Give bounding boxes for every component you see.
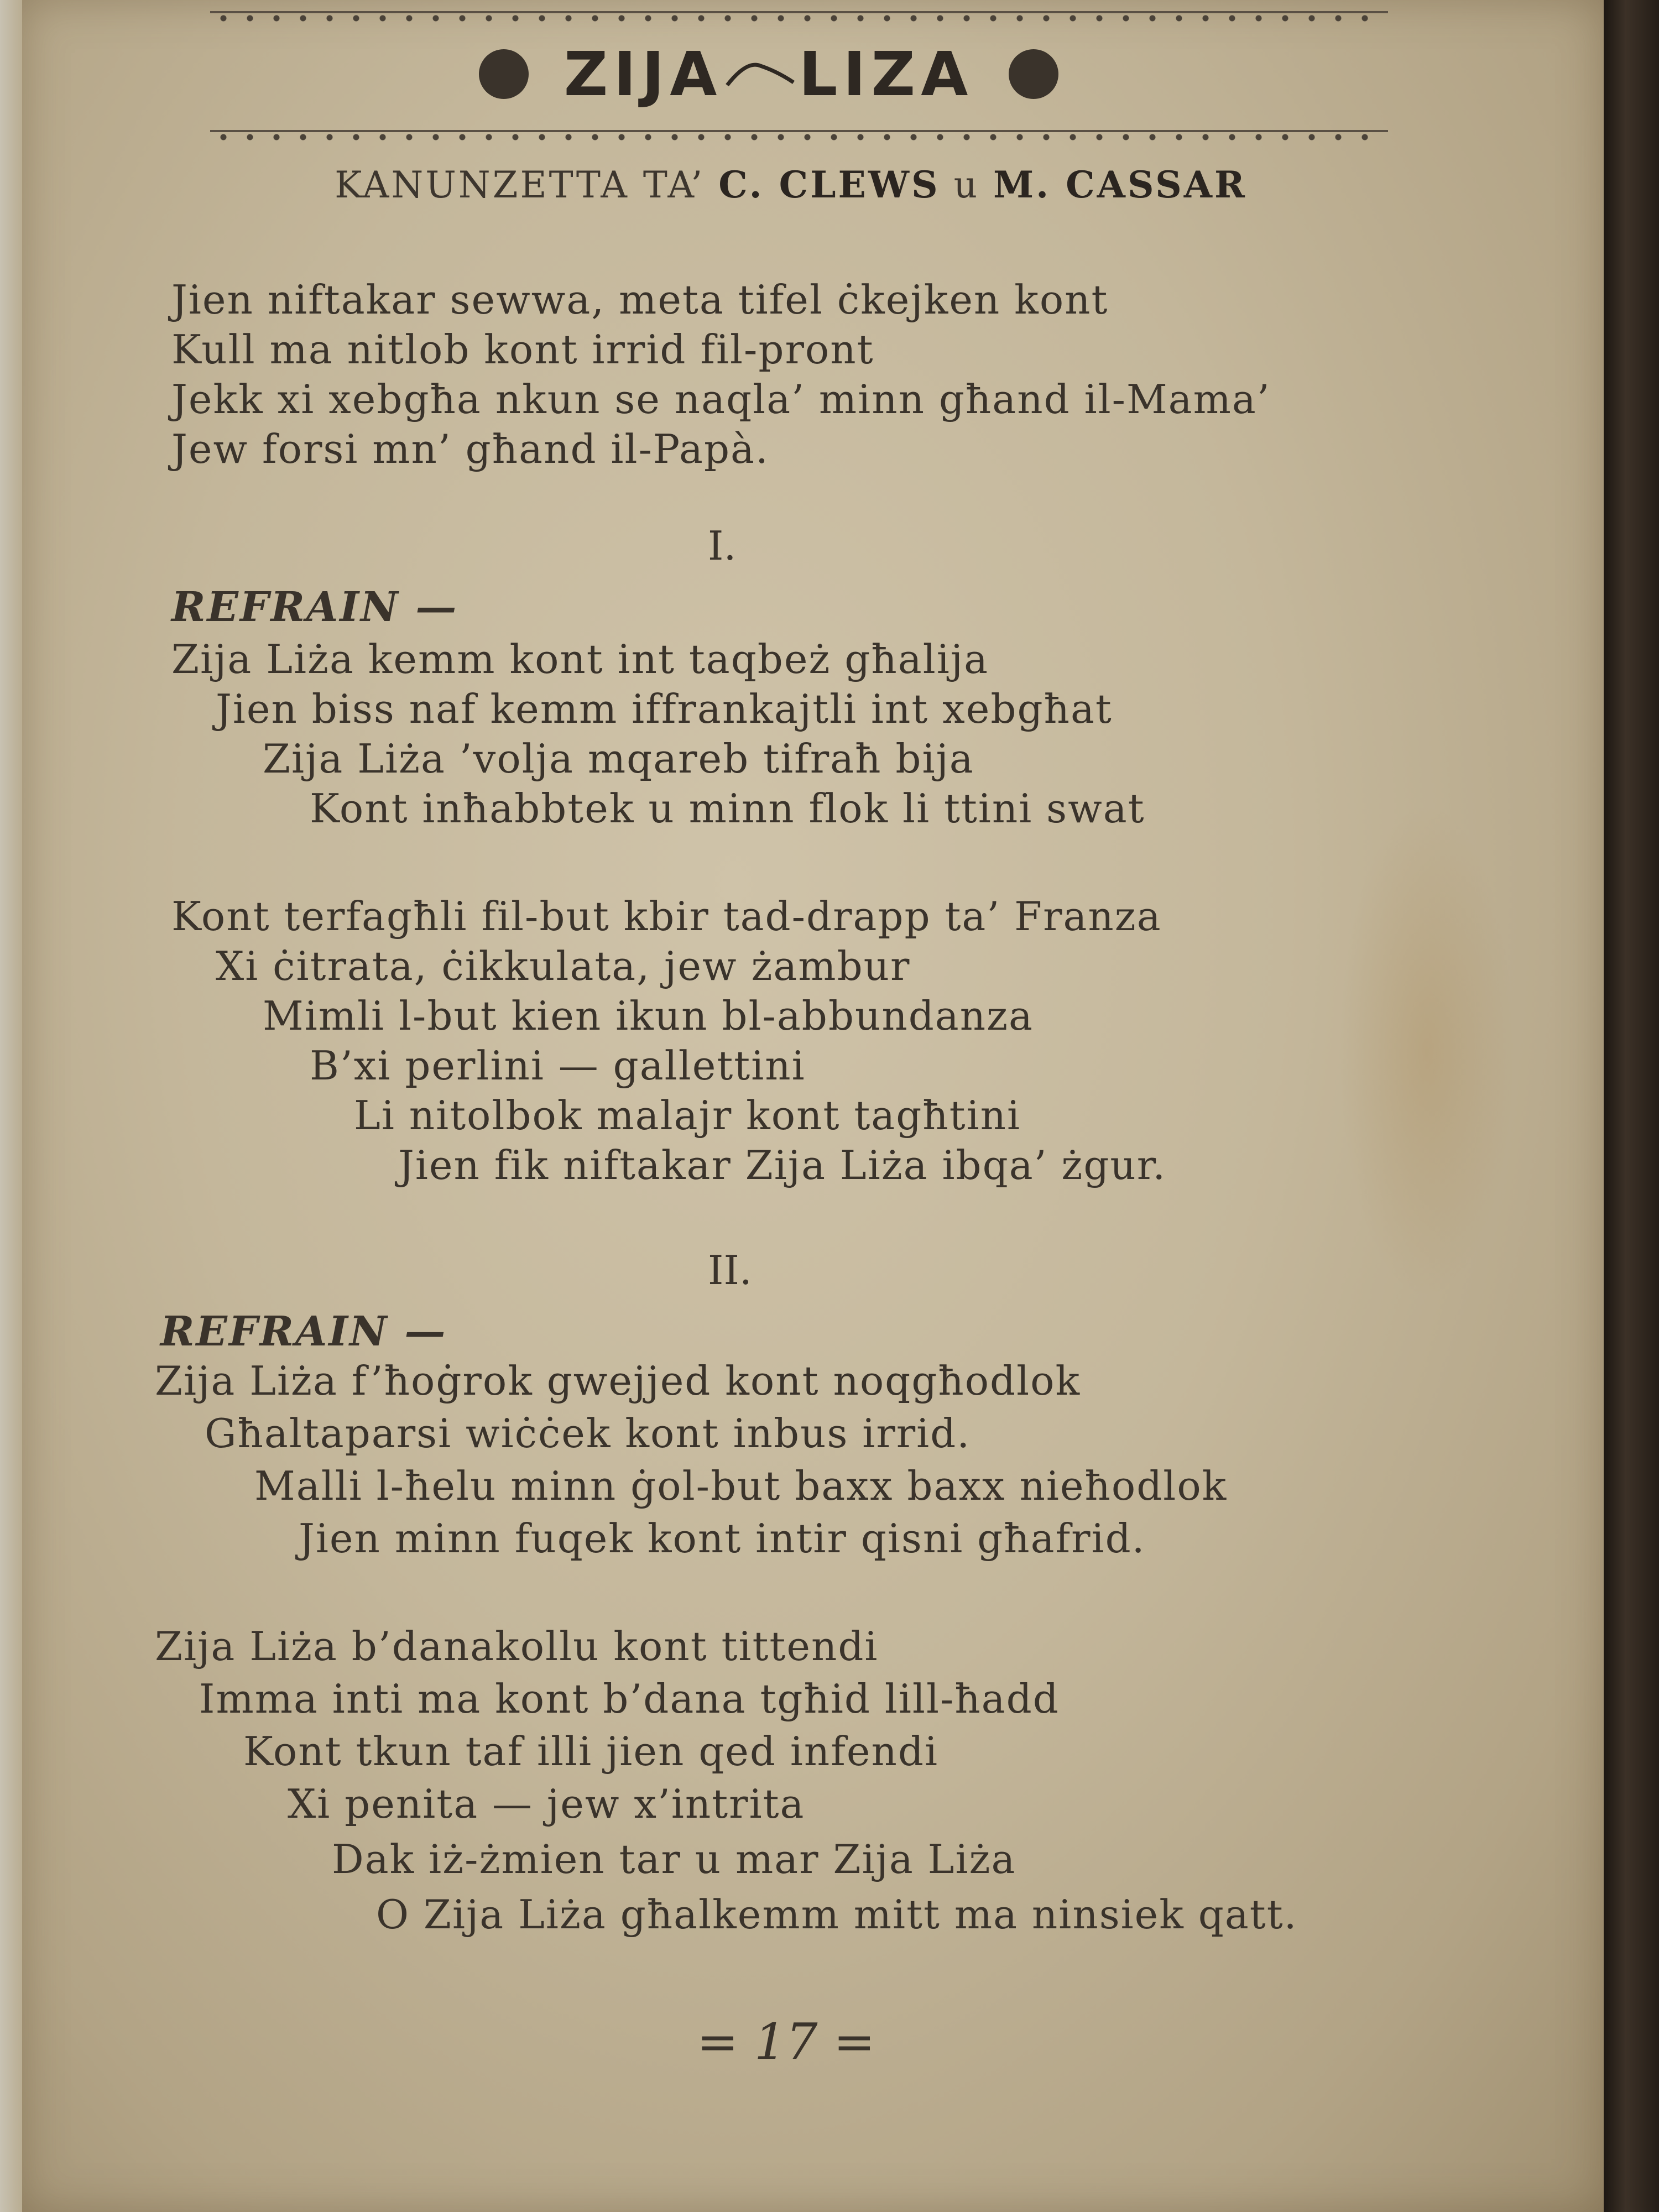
verse-line: Kont terfagħli fil-but kbir tad-drapp ta’ Franza	[171, 893, 1162, 940]
title-left: ZIJA	[564, 39, 723, 109]
credits-prefix: KANUNZETTA TA’	[335, 164, 705, 206]
refrain-line: Zija Liża ’volja mqareb tifraħ bija	[263, 735, 974, 782]
lyrics-body	[22, 0, 1626, 2212]
intro-line: Jekk xi xebgħa nkun se naqla’ minn għand il-Mama’	[171, 376, 1271, 422]
title-right: LIZA	[799, 39, 974, 109]
refrain-line: Jien biss naf kemm iffrankajtli int xebgħat	[216, 686, 1113, 732]
author-2: M. CASSAR	[993, 163, 1247, 206]
page-number: = 17 =	[697, 2013, 875, 2071]
verse-line: B’xi perlini — gallettini	[310, 1042, 806, 1089]
author-1: C. CLEWS	[718, 163, 940, 206]
intro-line: Jien niftakar sewwa, meta tifel ċkejken kont	[171, 276, 1109, 323]
intro-line: Jew forsi mn’ għand il-Papà.	[171, 426, 769, 472]
verse-line: Imma inti ma kont b’dana tgħid lill-ħadd	[199, 1676, 1060, 1722]
refrain-line: Jien minn fuqek kont intir qisni għafrid.	[299, 1515, 1146, 1562]
verse-line: Jien fik niftakar Zija Liża ibqa’ żgur.	[398, 1142, 1167, 1188]
verse-line: Li nitolbok malajr kont tagħtini	[354, 1092, 1021, 1139]
verse-line: O Zija Liża għalkemm mitt ma ninsiek qatt.	[376, 1891, 1298, 1938]
refrain-line: Għaltaparsi wiċċek kont inbus irrid.	[205, 1410, 971, 1457]
intro-line: Kull ma nitlob kont irrid fil-pront	[171, 326, 874, 373]
refrain-line: Zija Liża kemm kont int taqbeż għalija	[171, 636, 989, 682]
verse-line: Mimli l-but kien ikun bl-abbundanza	[263, 993, 1034, 1039]
section-numeral: I.	[708, 523, 737, 569]
refrain-line: Kont inħabbtek u minn flok li ttini swat	[310, 785, 1145, 832]
verse-line: Zija Liża b’danakollu kont tittendi	[155, 1623, 879, 1670]
verse-line: Dak iż-żmien tar u mar Zija Liża	[332, 1836, 1016, 1882]
credits-joiner: u	[953, 164, 980, 206]
verse-line: Kont tkun taf illi jien qed infendi	[243, 1728, 939, 1775]
refrain-line: Zija Liża f’ħoġrok gwejjed kont noqgħodlok	[155, 1358, 1081, 1404]
adjacent-page-edge	[0, 0, 22, 2212]
refrain-line: Malli l-ħelu minn ġol-but baxx baxx nieħodlok	[254, 1463, 1228, 1509]
verse-line: Xi ċitrata, ċikkulata, jew żambur	[216, 943, 911, 989]
refrain-label: REFRAIN —	[160, 1308, 447, 1355]
book-page	[22, 0, 1604, 2212]
section-numeral: II.	[708, 1247, 752, 1293]
refrain-label: REFRAIN —	[171, 583, 458, 631]
verse-line: Xi penita — jew x’intrita	[288, 1781, 805, 1827]
book-spine-shadow	[1604, 0, 1659, 2212]
